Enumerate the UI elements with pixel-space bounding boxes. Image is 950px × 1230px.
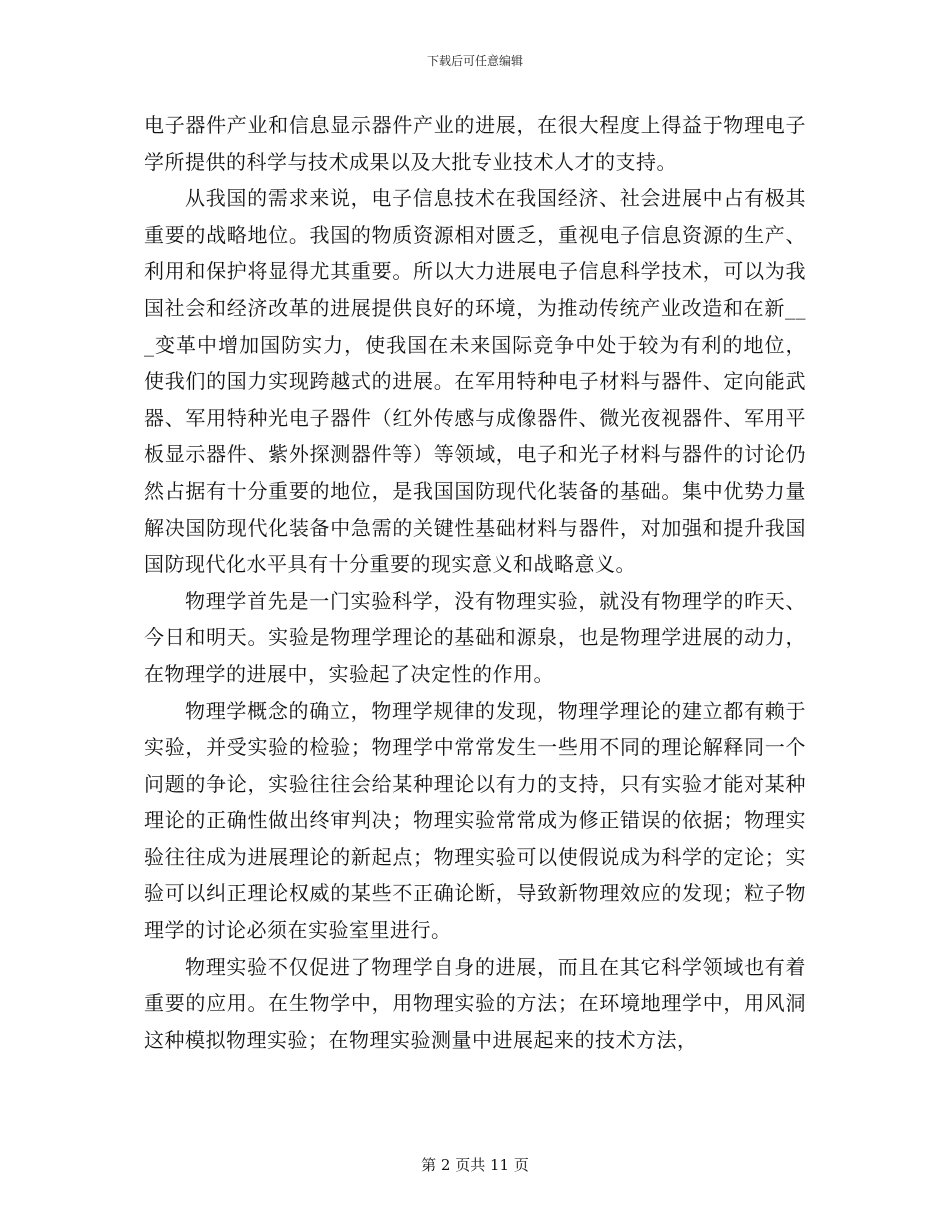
paragraph: 物理学首先是一门实验科学，没有物理实验，就没有物理学的昨天、今日和明天。实验是物理学理论的基础和源泉，也是物理学进展的动力，在物理学的进展中，实验起了决定性的作用。	[144, 588, 806, 686]
paragraph: 物理实验不仅促进了物理学自身的进展，而且在其它科学领域也有着重要的应用。在生物学中，用物理实验的方法；在环境地理学中，用风洞这种模拟物理实验；在物理实验测量中进展起来的技术方法，	[144, 954, 806, 1052]
page-number-footer: 第 2 页共 11 页	[421, 1156, 529, 1174]
document-body	[144, 107, 806, 1058]
page-header-note: 下载后可任意编辑	[426, 54, 523, 68]
paragraph-continuation: 电子器件产业和信息显示器件产业的进展，在很大程度上得益于物理电子学所提供的科学与技术成果以及大批专业技术人才的支持。	[144, 113, 806, 174]
paragraph: 物理学概念的确立，物理学规律的发现，物理学理论的建立都有赖于实验，并受实验的检验；物理学中常常发生一些用不同的理论解释同一个问题的争论，实验往往会给某种理论以有力的支持，只有实验才能对某种理论的正确性做出终审判决；物理实验常常成为修正错误的依据；物理实验往往成为进展理论的新起点；物理实验可以使假说成为科学的定论；实验可以纠正理论权威的某些不正确论断，导致新物理效应的发现；粒子物理学的讨论必须在实验室里进行。	[144, 698, 806, 943]
paragraph: 从我国的需求来说，电子信息技术在我国经济、社会进展中占有极其重要的战略地位。我国的物质资源相对匮乏，重视电子信息资源的生产、利用和保护将显得尤其重要。所以大力进展电子信息科学技术，可以为我国社会和经济改革的进展提供良好的环境，为推动传统产业改造和在新___变革中增加国防实力，使我国在未来国际竞争中处于较为有利的地位，使我们的国力实现跨越式的进展。在军用特种电子材料与器件、定向能武器、军用特种光电子器件（红外传感与成像器件、微光夜视器件、军用平板显示器件、紫外探测器件等）等领域，电子和光子材料与器件的讨论仍然占据有十分重要的地位，是我国国防现代化装备的基础。集中优势力量解决国防现代化装备中急需的关键性基础材料与器件，对加强和提升我国国防现代化水平具有十分重要的现实意义和战略意义。	[144, 186, 806, 577]
